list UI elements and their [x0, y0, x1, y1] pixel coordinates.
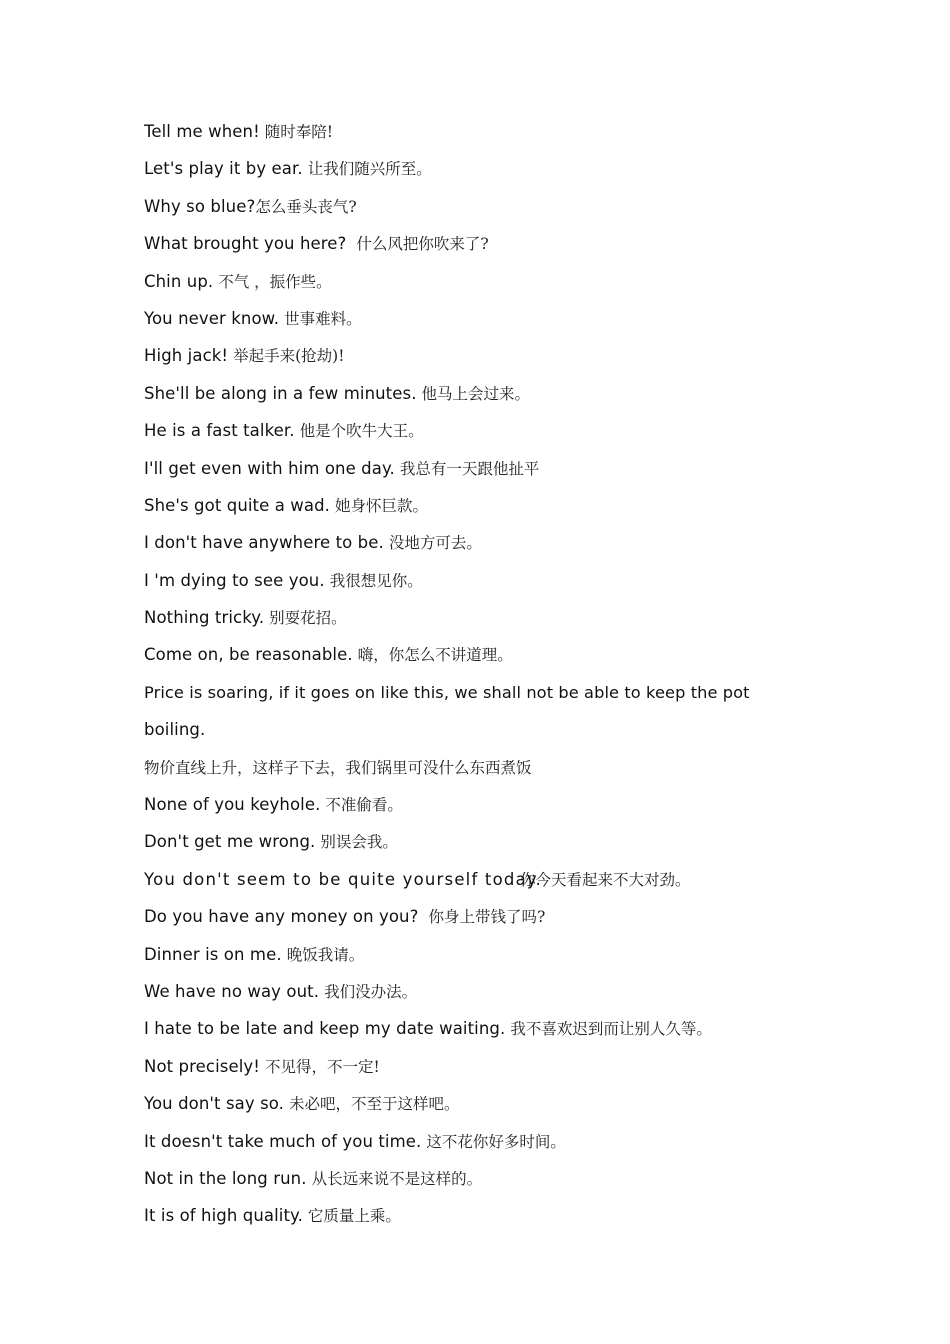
- english-phrase: Nothing tricky.: [144, 608, 265, 628]
- phrase-line: [144, 113, 804, 150]
- english-phrase: Don't get me wrong.: [144, 832, 316, 852]
- phrase-line: [144, 412, 804, 449]
- phrase-line: [144, 786, 804, 823]
- chinese-translation: 我不喜欢迟到而让别人久等。: [510, 1020, 712, 1039]
- english-phrase: I 'm dying to see you.: [144, 570, 325, 590]
- phrase-line: [144, 898, 804, 935]
- phrase-line: [144, 450, 804, 487]
- phrase-line: [144, 749, 804, 786]
- phrase-line: [144, 1160, 804, 1197]
- english-phrase: I don't have anywhere to be.: [144, 533, 384, 553]
- english-phrase: Not precisely!: [144, 1056, 260, 1076]
- english-phrase: We have no way out.: [144, 981, 320, 1001]
- phrase-line: [144, 823, 804, 860]
- english-phrase: You never know.: [144, 308, 280, 328]
- chinese-translation: 他是个吹牛大王。: [299, 422, 424, 441]
- english-phrase: You don't say so.: [144, 1094, 285, 1114]
- chinese-translation: 别耍花招。: [269, 609, 347, 628]
- chinese-translation: 晚饭我请。: [286, 945, 365, 964]
- phrase-line: [144, 636, 804, 673]
- english-phrase: Come on, be reasonable.: [144, 645, 353, 665]
- english-phrase: She's got quite a wad.: [144, 495, 331, 515]
- phrase-line: [144, 225, 804, 262]
- phrase-line: [144, 861, 804, 898]
- phrase-line: [144, 150, 804, 187]
- phrase-line: [144, 1010, 804, 1047]
- phrase-line: [144, 524, 804, 561]
- english-phrase: What brought you here?: [144, 234, 347, 254]
- english-phrase: Price is soaring, if it goes on like this, we shall not be able to keep the pot: [144, 682, 750, 702]
- chinese-translation: 不气 ，振作些。: [218, 272, 332, 291]
- english-phrase: Dinner is on me.: [144, 944, 282, 964]
- phrase-line: [144, 1197, 804, 1234]
- english-phrase: It is of high quality.: [144, 1206, 303, 1226]
- english-phrase: She'll be along in a few minutes.: [144, 383, 417, 403]
- phrase-line: [144, 263, 804, 300]
- chinese-translation: 从长远来说不是这样的。: [311, 1169, 483, 1188]
- chinese-translation: 你身上带钱了吗?: [428, 908, 546, 927]
- chinese-translation: 未必吧，不至于这样吧。: [289, 1095, 460, 1114]
- english-phrase: boiling.: [144, 720, 206, 740]
- english-phrase: I hate to be late and keep my date waiting.: [144, 1019, 506, 1039]
- english-phrase: Why so blue?: [144, 196, 256, 216]
- phrase-line: [144, 1123, 804, 1160]
- chinese-translation: 举起手来(抢劫)!: [233, 347, 345, 366]
- english-phrase: Let's play it by ear.: [144, 159, 303, 179]
- chinese-translation: 你今天看起来不大对劲。: [519, 870, 691, 889]
- phrase-line: [144, 337, 804, 374]
- chinese-translation: 它质量上乘。: [307, 1207, 401, 1226]
- phrase-list: [144, 113, 804, 1235]
- phrase-line: [144, 674, 804, 711]
- chinese-translation: 不准偷看。: [325, 796, 403, 815]
- phrase-line: [144, 711, 804, 748]
- english-phrase: Chin up.: [144, 271, 214, 291]
- phrase-line: [144, 562, 804, 599]
- english-phrase: You don't seem to be quite yourself today.: [144, 869, 542, 889]
- phrase-line: [144, 1048, 804, 1085]
- chinese-translation: 什么风把你吹来了?: [356, 235, 489, 254]
- chinese-translation: 别误会我。: [320, 833, 398, 852]
- phrase-line: [144, 188, 804, 225]
- english-phrase: Tell me when!: [144, 122, 260, 141]
- english-phrase: Not in the long run.: [144, 1168, 307, 1188]
- chinese-translation: 世事难料。: [284, 309, 362, 328]
- chinese-translation: 让我们随兴所至。: [307, 160, 432, 179]
- chinese-translation: 我总有一天跟他扯平: [399, 459, 540, 478]
- phrase-line: [144, 487, 804, 524]
- phrase-line: [144, 936, 804, 973]
- chinese-translation: 我们没办法。: [324, 982, 418, 1001]
- chinese-translation: 怎么垂头丧气?: [255, 197, 357, 216]
- chinese-translation: 她身怀巨款。: [335, 496, 429, 515]
- phrase-line: [144, 300, 804, 337]
- english-phrase: He is a fast talker.: [144, 421, 295, 441]
- chinese-translation: 嗨，你怎么不讲道理。: [357, 646, 513, 665]
- chinese-translation: 这不花你好多时间。: [426, 1132, 566, 1151]
- chinese-translation: 物价直线上升，这样子下去，我们锅里可没什么东西煮饭: [144, 758, 532, 777]
- english-phrase: High jack!: [144, 346, 229, 366]
- english-phrase: Do you have any money on you?: [144, 907, 419, 927]
- chinese-translation: 没地方可去。: [388, 534, 482, 553]
- chinese-translation: 不见得，不一定!: [264, 1057, 380, 1076]
- english-phrase: None of you keyhole.: [144, 795, 321, 815]
- english-phrase: I'll get even with him one day.: [144, 458, 395, 478]
- english-phrase: It doesn't take much of you time.: [144, 1131, 422, 1151]
- chinese-translation: 我很想见你。: [329, 571, 423, 590]
- chinese-translation: 他马上会过来。: [421, 384, 531, 403]
- phrase-line: [144, 599, 804, 636]
- phrase-line: [144, 1085, 804, 1122]
- chinese-translation: 随时奉陪!: [264, 123, 334, 141]
- phrase-line: [144, 973, 804, 1010]
- phrase-line: [144, 375, 804, 412]
